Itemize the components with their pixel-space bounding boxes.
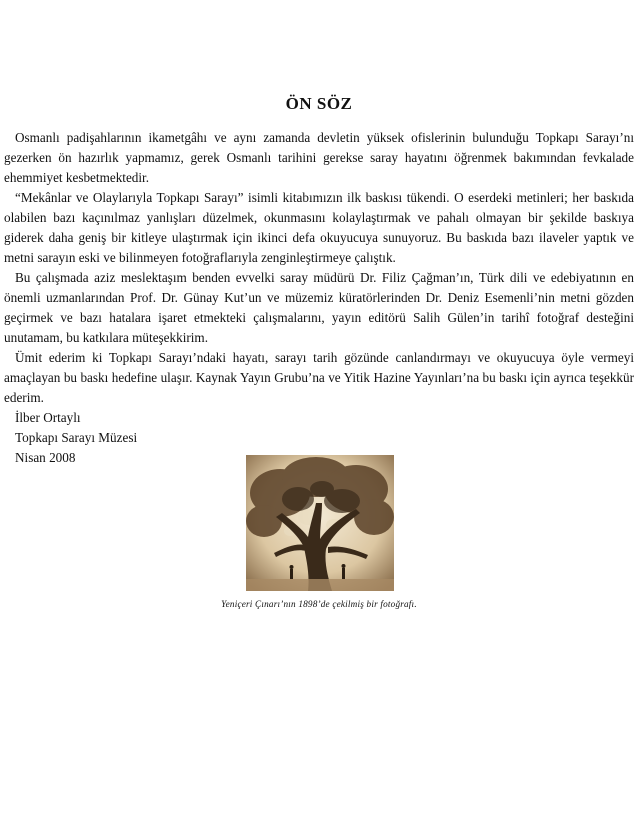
- signature-institution: Topkapı Sarayı Müzesi: [15, 430, 138, 445]
- paragraph-3: Bu çalışmada aziz meslektaşım benden evvelki saray müdürü Dr. Filiz Çağman’ın, Türk dili ve edebiyatının en önemli uzmanlarından Prof. Dr. Günay Kut’un ve müzemiz küratörlerinden Dr. Deniz Esemenli’nin metni gözden geçirmek ve bazı hatalara işaret etmekteki çalışmalarını, yayın editörü Salih Gülen’in tarihî fotoğraf desteğini unutamam, bu katkılara müteşekkirim.: [4, 270, 634, 345]
- sepia-tree-photo-icon: [246, 455, 394, 591]
- photo-caption: Yeniçeri Çınarı’nın 1898’de çekilmiş bir fotoğrafı.: [221, 599, 417, 609]
- signature-name: İlber Ortaylı: [15, 410, 81, 425]
- page-title: ÖN SÖZ: [285, 94, 353, 113]
- signature-date: Nisan 2008: [15, 450, 76, 465]
- historic-tree-photo: [246, 455, 394, 591]
- paragraph-4: Ümit ederim ki Topkapı Sarayı’ndaki hayatı, sarayı tarih gözünde canlandırmayı ve okuyucuya öyle vermeyi amaçlayan bu baskı hedefine ulaşır. Kaynak Yayın Grubu’na ve Yitik Hazine Yayınları’na bu baskı için ayrıca teşekkür ederim.: [4, 350, 634, 405]
- foreword-body: [4, 128, 634, 468]
- paragraph-1: Osmanlı padişahlarının ikametgâhı ve aynı zamanda devletin yüksek ofislerinin bulunduğu Topkapı Sarayı’nı gezerken ön hazırlık yapmamız, gerek Osmanlı tarihini gerekse saray hayatını öğrenmek bakımından fevkalade ehemmiyet kesbetmektedir.: [4, 130, 634, 185]
- paragraph-2: “Mekânlar ve Olaylarıyla Topkapı Sarayı” isimli kitabımızın ilk baskısı tükendi. O eserdeki metinleri; her baskıda olabilen bazı kaçınılmaz yanlışları düzelmek, okunmasını kolaylaştırmak ve pahalı olmayan bir şekilde baskıya giderek daha geniş bir kitleye ulaştırmak için ikinci defa okuyucuya sunuyoruz. Bu baskıda bazı ilaveler yaptık ve metni sarayın eski ve bilinmeyen fotoğraflarıyla zenginleştirmeye çalıştık.: [4, 190, 634, 265]
